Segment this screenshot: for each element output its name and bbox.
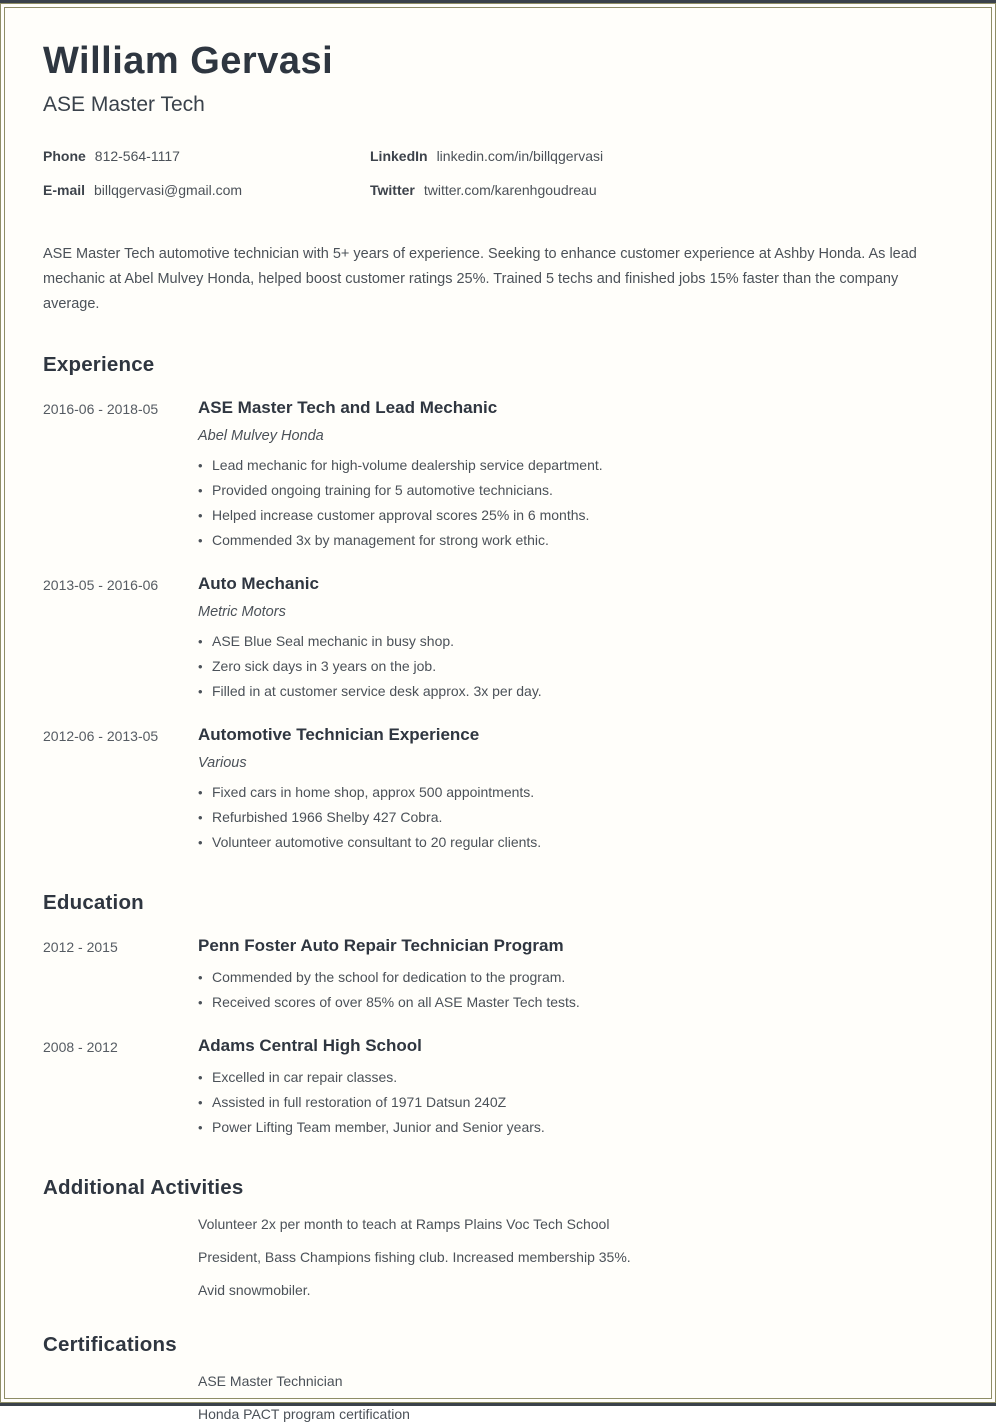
entry-body xyxy=(198,574,933,704)
entry-company: Various xyxy=(198,754,247,771)
bullet-item: • Assisted in full restoration of 1971 Datsun 240Z xyxy=(198,1090,933,1115)
entry-bullets xyxy=(198,780,933,855)
activity-item: President, Bass Champions fishing club. Increased membership 35%. xyxy=(198,1248,631,1265)
entry-company: Abel Mulvey Honda xyxy=(198,427,324,444)
experience-entry xyxy=(43,398,933,553)
certifications-heading: Certifications xyxy=(43,1332,177,1356)
entry-title: Automotive Technician Experience xyxy=(198,724,480,744)
entry-title: Auto Mechanic xyxy=(198,573,319,593)
entry-body xyxy=(198,936,933,1015)
experience-entry xyxy=(43,725,933,855)
person-job-title: ASE Master Tech xyxy=(43,92,205,116)
contact-value: twitter.com/karenhgoudreau xyxy=(423,181,597,198)
resume-page xyxy=(0,3,996,1422)
activity-item: Avid snowmobiler. xyxy=(198,1281,311,1298)
entry-bullets xyxy=(198,1065,933,1140)
contact-value: linkedin.com/in/billqgervasi xyxy=(436,147,604,164)
contact-label: E-mail xyxy=(43,181,86,198)
entry-title: Penn Foster Auto Repair Technician Program xyxy=(198,935,564,955)
certifications-list xyxy=(198,1374,933,1421)
contact-item-phone xyxy=(43,148,370,164)
bullet-item: • Volunteer automotive consultant to 20 regular clients. xyxy=(198,830,933,855)
bullet-item: • Refurbished 1966 Shelby 427 Cobra. xyxy=(198,805,933,830)
contact-value: billqgervasi@gmail.com xyxy=(94,181,243,198)
page-bottom-edge xyxy=(0,1403,996,1406)
section-certifications xyxy=(43,1333,933,1421)
contact-item-email xyxy=(43,182,370,198)
education-entry xyxy=(43,1036,933,1140)
resume-header xyxy=(43,39,933,198)
entry-bullets xyxy=(198,453,933,553)
summary-text: ASE Master Tech automotive technician with 5+ years of experience. Seeking to enhance customer experience at Ashby Honda. As lead mechanic at Abel Mulvey Honda, helped boost customer ratings 25%. Trained 5 techs and finished jobs 15% faster than the company average. xyxy=(43,245,917,312)
entry-dates: 2016-06 - 2018-05 xyxy=(43,400,159,417)
contact-value: 812-564-1117 xyxy=(94,147,180,164)
education-entry xyxy=(43,936,933,1015)
experience-heading: Experience xyxy=(43,352,155,376)
bullet-item: • ASE Blue Seal mechanic in busy shop. xyxy=(198,629,933,654)
bullet-item: • Zero sick days in 3 years on the job. xyxy=(198,654,933,679)
contact-item-linkedin xyxy=(370,148,933,164)
section-additional-activities xyxy=(43,1176,933,1297)
activity-item: Volunteer 2x per month to teach at Ramps Plains Voc Tech School xyxy=(198,1215,610,1232)
entry-dates: 2008 - 2012 xyxy=(43,1038,118,1055)
entry-body xyxy=(198,725,933,855)
section-experience xyxy=(43,353,933,855)
contact-label: Twitter xyxy=(370,181,415,198)
person-name: William Gervasi xyxy=(43,40,334,82)
bullet-item: • Provided ongoing training for 5 automotive technicians. xyxy=(198,478,933,503)
contact-label: LinkedIn xyxy=(370,147,428,164)
bullet-item: • Received scores of over 85% on all ASE Master Tech tests. xyxy=(198,990,933,1015)
resume-page-inner-border xyxy=(4,7,992,1422)
activities-list xyxy=(198,1217,933,1297)
bullet-item: • Commended by the school for dedication to the program. xyxy=(198,965,933,990)
section-education xyxy=(43,891,933,1140)
entry-dates: 2013-05 - 2016-06 xyxy=(43,576,159,593)
bullet-item: • Power Lifting Team member, Junior and Senior years. xyxy=(198,1115,933,1140)
entry-dates: 2012 - 2015 xyxy=(43,938,118,955)
bullet-item: • Helped increase customer approval scores 25% in 6 months. xyxy=(198,503,933,528)
bullet-item: • Lead mechanic for high-volume dealership service department. xyxy=(198,453,933,478)
contact-item-twitter xyxy=(370,182,933,198)
entry-company: Metric Motors xyxy=(198,603,286,620)
education-heading: Education xyxy=(43,890,144,914)
bullet-item: • Fixed cars in home shop, approx 500 appointments. xyxy=(198,780,933,805)
bullet-item: • Excelled in car repair classes. xyxy=(198,1065,933,1090)
entry-bullets xyxy=(198,629,933,704)
certification-item: Honda PACT program certification xyxy=(198,1405,410,1422)
entry-title: Adams Central High School xyxy=(198,1035,422,1055)
entry-bullets xyxy=(198,965,933,1015)
experience-entry xyxy=(43,574,933,704)
contact-info xyxy=(43,148,933,198)
entry-title: ASE Master Tech and Lead Mechanic xyxy=(198,397,498,417)
contact-label: Phone xyxy=(43,147,86,164)
bullet-item: • Filled in at customer service desk approx. 3x per day. xyxy=(198,679,933,704)
entry-dates: 2012-06 - 2013-05 xyxy=(43,727,159,744)
activities-heading: Additional Activities xyxy=(43,1175,244,1199)
entry-body xyxy=(198,1036,933,1140)
bullet-item: • Commended 3x by management for strong work ethic. xyxy=(198,528,933,553)
entry-body xyxy=(198,398,933,553)
certification-item: ASE Master Technician xyxy=(198,1372,343,1389)
